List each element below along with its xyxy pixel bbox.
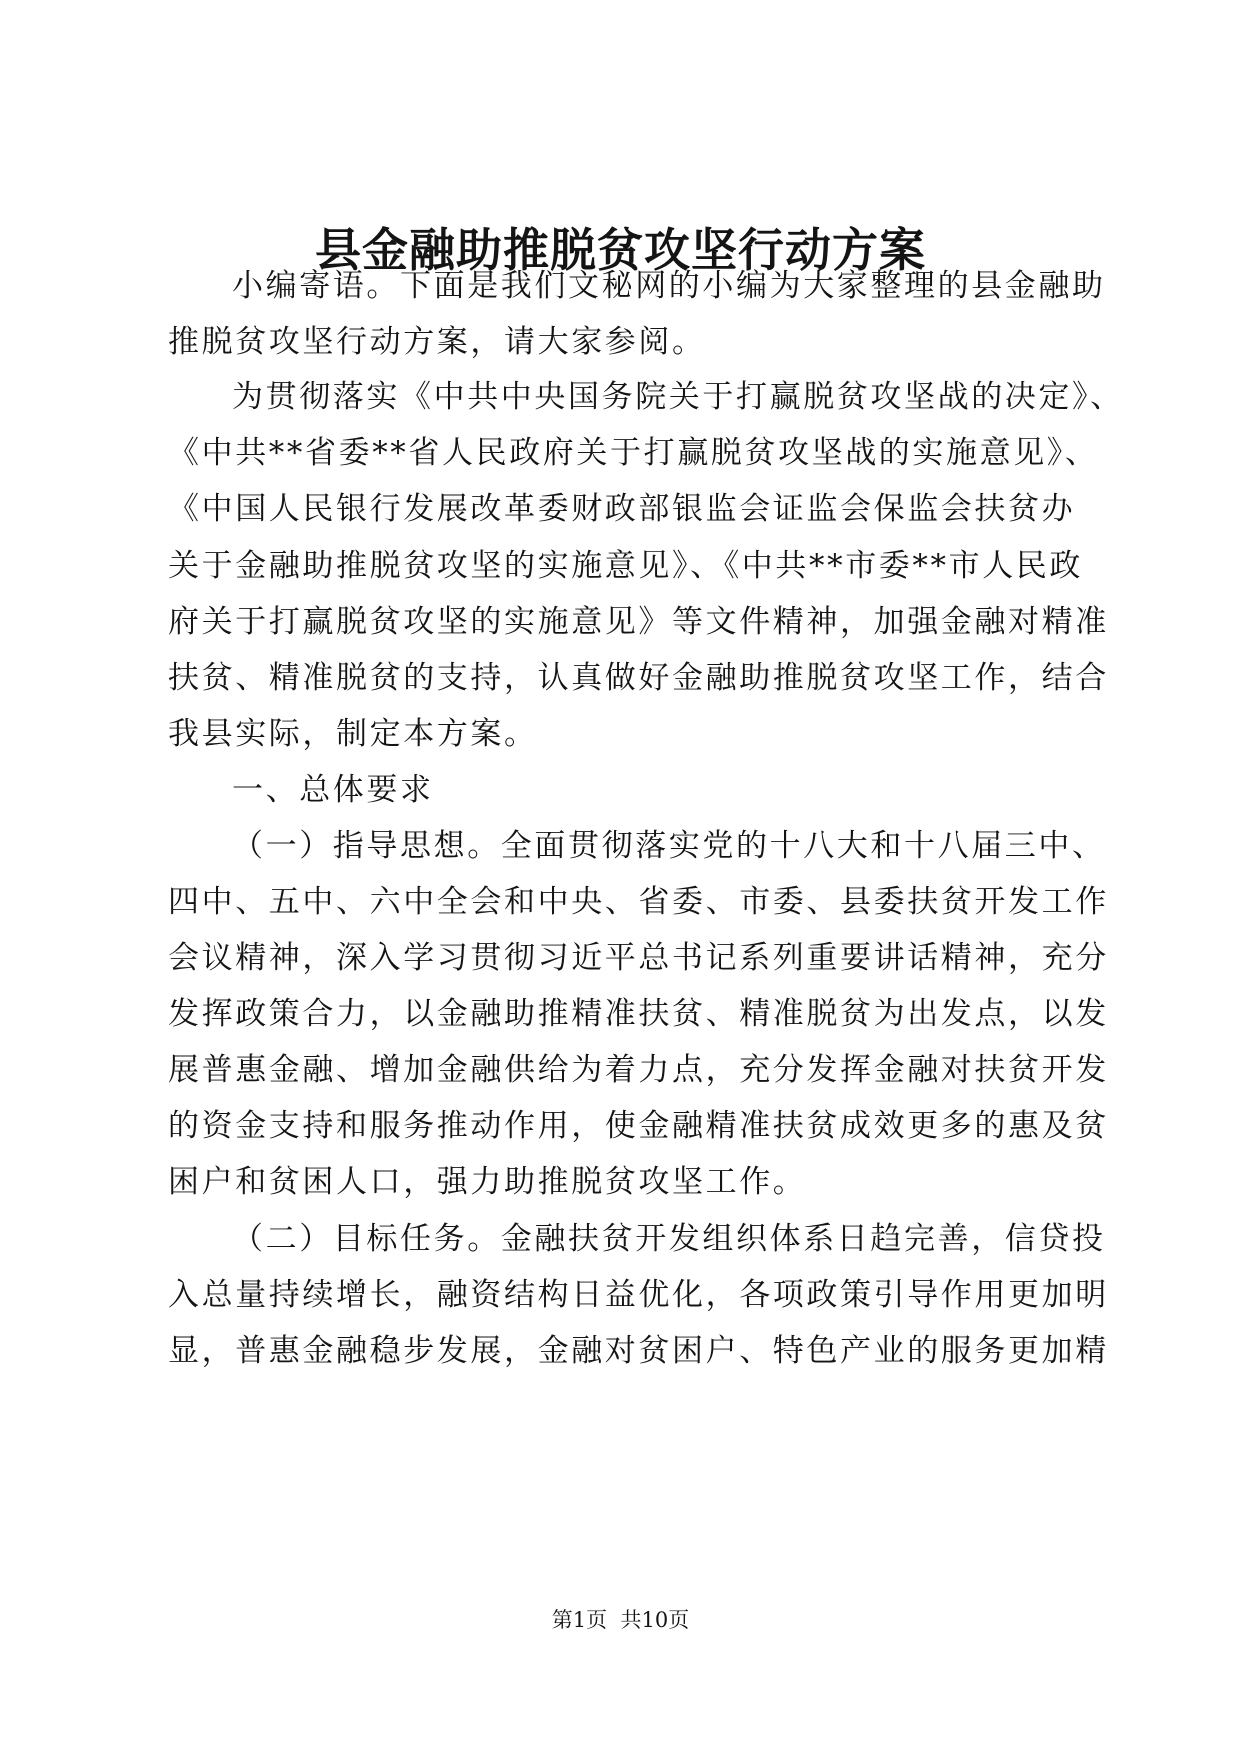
text-line: 困户和贫困人口，强力助推脱贫攻坚工作。: [168, 1164, 807, 1200]
text-line: 发挥政策合力，以金融助推精准扶贫、精准脱贫为出发点，以发: [168, 996, 1109, 1032]
document-title: 县金融助推脱贫攻坚行动方案: [315, 223, 926, 277]
text-line: 我县实际，制定本方案。: [168, 716, 538, 752]
page-label-mid: 页 共: [586, 1608, 642, 1632]
page-footer: [0, 1606, 1241, 1634]
text-line: 显，普惠金融稳步发展，金融对贫困户、特色产业的服务更加精: [168, 1333, 1109, 1369]
page-current: 1: [572, 1608, 587, 1632]
text-line: 关于金融助推脱贫攻坚的实施意见》、《中共**市委**市人民政: [168, 548, 1083, 584]
page-label-prefix: 第: [551, 1608, 573, 1632]
text-line: 会议精神，深入学习贯彻习近平总书记系列重要讲话精神，充分: [168, 940, 1109, 976]
page-label-suffix: 页: [668, 1608, 690, 1632]
text-line: 小编寄语。下面是我们文秘网的小编为大家整理的县金融助: [232, 268, 1106, 304]
page-total: 10: [641, 1608, 669, 1632]
section-heading: 一、总体要求: [232, 772, 434, 808]
text-line: 四中、五中、六中全会和中央、省委、市委、县委扶贫开发工作: [168, 884, 1109, 920]
text-line: 推脱贫攻坚行动方案，请大家参阅。: [168, 324, 706, 360]
text-line: 入总量持续增长，融资结构日益优化，各项政策引导作用更加明: [168, 1277, 1109, 1313]
text-line: 展普惠金融、增加金融供给为着力点，充分发挥金融对扶贫开发: [168, 1052, 1109, 1088]
text-line: 《中共**省委**省人民政府关于打赢脱贫攻坚战的实施意见》、: [168, 435, 1099, 471]
text-line: （一）指导思想。全面贯彻落实党的十八大和十八届三中、: [232, 828, 1106, 864]
text-line: （二）目标任务。金融扶贫开发组织体系日趋完善，信贷投: [232, 1221, 1106, 1257]
text-line: 的资金支持和服务推动作用，使金融精准扶贫成效更多的惠及贫: [168, 1108, 1109, 1144]
text-line: 为贯彻落实《中共中央国务院关于打赢脱贫攻坚战的决定》、: [232, 379, 1124, 415]
text-line: 扶贫、精准脱贫的支持，认真做好金融助推脱贫攻坚工作，结合: [168, 660, 1109, 696]
text-line: 《中国人民银行发展改革委财政部银监会证监会保监会扶贫办: [168, 491, 1076, 527]
text-line: 府关于打赢脱贫攻坚的实施意见》等文件精神，加强金融对精准: [168, 604, 1109, 640]
